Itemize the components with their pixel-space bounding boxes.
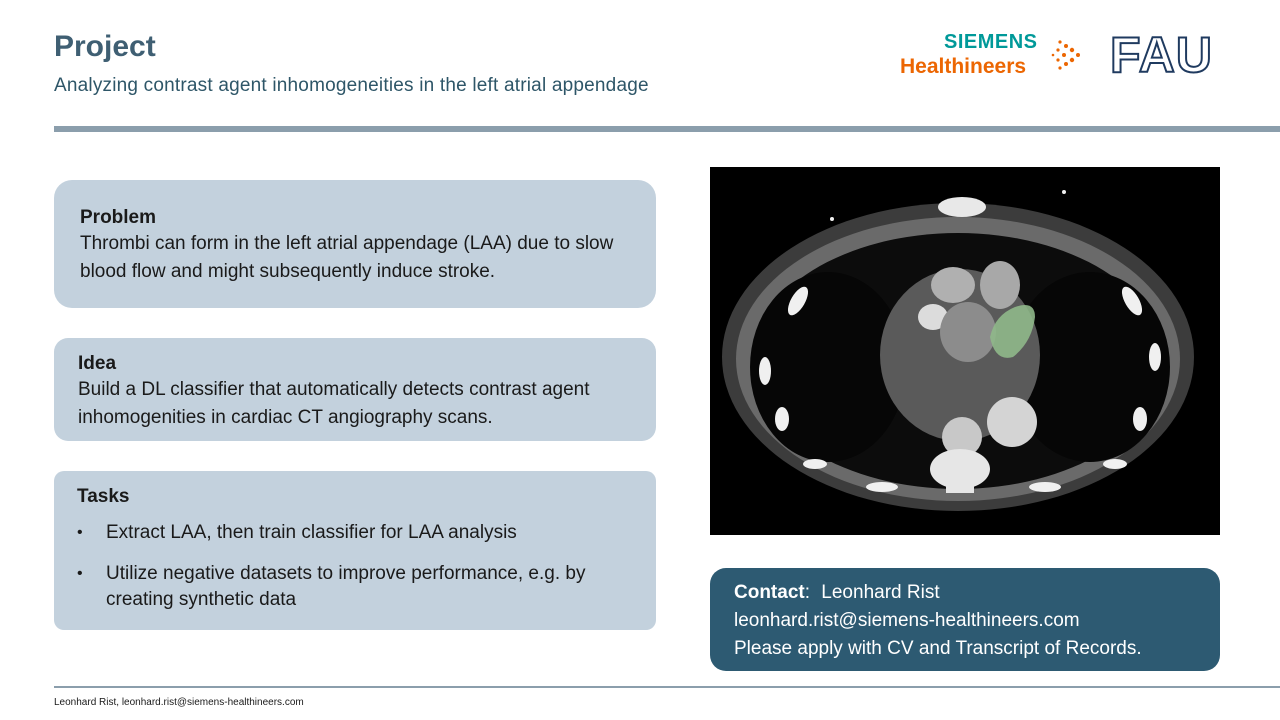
- task-list: [77, 519, 632, 613]
- fau-logo: [1110, 30, 1228, 76]
- task-item-text: Utilize negative datasets to improve performance, e.g. by creating synthetic data: [106, 563, 586, 610]
- problem-text: Thrombi can form in the left atrial appendage (LAA) due to slow blood flow and might subsequently induce stroke.: [80, 233, 614, 282]
- bullet: •: [77, 565, 83, 582]
- page-title: Project: [54, 30, 156, 63]
- contact-note: Please apply with CV and Transcript of Records.: [734, 638, 1142, 659]
- contact-box: [710, 568, 1220, 671]
- contact-label: Contact: [734, 582, 805, 603]
- contact-email[interactable]: leonhard.rist@siemens-healthineers.com: [734, 610, 1080, 631]
- footer-text: Leonhard Rist, leonhard.rist@siemens-healthineers.com: [54, 697, 304, 708]
- contact-line: [734, 579, 1196, 607]
- bullet: •: [77, 524, 83, 541]
- contact-separator: :: [804, 582, 811, 603]
- task-item-text: Extract LAA, then train classifier for LAA analysis: [106, 522, 517, 543]
- contact-name: Leonhard Rist: [821, 582, 940, 603]
- healthineers-dots-icon: [1052, 40, 1080, 69]
- task-item: [77, 519, 632, 546]
- siemens-logo-text: SIEMENS: [944, 31, 1038, 53]
- fau-logo-text: FAU: [1110, 30, 1213, 76]
- ct-scan-image: [710, 167, 1220, 535]
- footer-divider: [54, 686, 1280, 688]
- task-item: [77, 561, 632, 613]
- problem-box: [54, 180, 656, 308]
- page-subtitle: Analyzing contrast agent inhomogeneities in the left atrial appendage: [54, 75, 649, 96]
- idea-heading: Idea: [78, 353, 117, 374]
- header-divider: [54, 126, 1280, 132]
- tasks-box: [54, 471, 656, 630]
- healthineers-logo-text: Healthineers: [900, 55, 1027, 78]
- problem-heading: Problem: [80, 207, 157, 228]
- siemens-healthineers-logo: [898, 28, 1088, 80]
- idea-box: [54, 338, 656, 441]
- idea-text: Build a DL classifier that automatically detects contrast agent inhomogenities in cardiac CT angiography scans.: [78, 379, 590, 428]
- tasks-heading: Tasks: [77, 486, 130, 507]
